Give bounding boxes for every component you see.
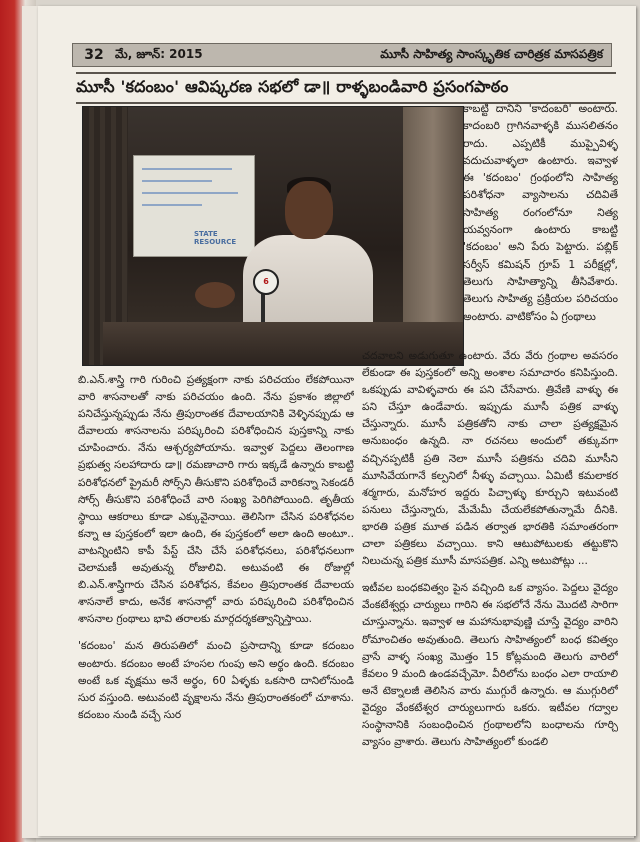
magazine-name: మూసీ సాహిత్య సాంస్కృతిక చారిత్రక మాసపత్రిక bbox=[380, 46, 603, 61]
right-paragraph-2: ఇటీవల బంధకవిత్వం పైన వచ్చింది ఒక వ్యాసం. పెద్దలు వైద్యం వేంకటేశ్వర్లు చార్యులు గారిని ఈ సభలోనే నేను మొదటి సారిగా చూస్తున్నాను. ఇవ్వాళ ఆ మహానుభావుణ్ణి చూస్తే వైద్యం వారిని రోమాంచితం అవుతుంది. తెలుగు సాహిత్యంలో బంధ కవిత్వం వ్రాసే వాళ్ళ సంఖ్య మొత్తం 15 కోట్లమంది తెలుగు వారిలో కేవలం 9 మంది ఉండవచ్చేమో. వీరిలోను బంధం ఎలా రాయాలి అనే టెక్నాలజీ తెలిసిన వారు ముగ్గురే ఉన్నారు. ఆ ముగ్గురిలో వైద్యం వేంకటేశ్వర చార్యులుగారు ఒకరు. ఇటీవల గద్వాల సంస్థానానికి సంబంధించిన గ్రంథాలలోని బంధాలను గూర్చి వ్యాసం వ్రాశారు. తెలుగు సాహిత్యంలో కుండలి bbox=[362, 582, 618, 749]
right-column-text bbox=[362, 348, 618, 818]
page-header bbox=[72, 43, 612, 67]
article-title: మూసీ 'కదంబం' ఆవిష్కరణ సభలో డా॥ రాళ్ళబండివారి ప్రసంగపాఠం bbox=[76, 76, 509, 96]
event-banner bbox=[133, 155, 255, 257]
banner-text: STATE RESOURCE bbox=[194, 230, 237, 246]
speaker-hand bbox=[195, 282, 235, 308]
microphone-icon bbox=[253, 269, 279, 295]
left-paragraph-1: బి.ఎన్.శాస్త్రి గారి గురించి ప్రత్యక్షంగా నాకు పరిచయం లేకపోయినా వారి శాసనాలతో నాకు పరిచయం ఉంది. నేను ప్రకాశం జిల్లాలో పనిచేస్తున్నప్పుడు నేను త్రిపురాంతక దేవాలయానికి వెళ్ళినప్పుడు ఆ దేవాలయ శాసనాలను పరిష్కరించి పరిశోధించిన పుస్తకాన్ని నాకు చూపించారు. నేను ఆశ్చర్యపోయాను. ఇవ్వాళ పెద్దలు తెలంగాణ ప్రభుత్వ సలహాదారు డా॥ రమణాచారి గారు ఇక్కడే ఉన్నారు కాబట్టి పరిశోధనలో ప్రైమరీ సోర్స్‌ని తీసుకొని పరిశోధించే వారికన్నా సెకండరీ సోర్స్ తీసుకొని పరిశోధించే వారి సంఖ్య పెరిగిపోయింది. తృతీయ స్థాయి ఆకరాలు కూడా ఎక్కువైనాయి. తెలిసిగా చేసిన పరిశోధనల కన్నా ఆ పుస్తకంలో ఇలా ఉంది, ఈ పుస్తకంలో అలా ఉంది అంటూ.. వాటన్నింటిని కాపీ పేస్ట్ చేసి చేసే పరిశోధనలు, పరిశోధనలుగా చెలామణీ అవుతున్న రోజులివి. అటువంటి ఈ రోజుల్లో బి.ఎన్.శాస్త్రిగారు చేసిన పరిశోధన, కేవలం త్రిపురాంతక దేవాలయ శాసనాలే కాదు, అనేక శాసనాల్లో వారు పరిష్కరించి పరిశోధించిన శాసనాల గ్రంథాలు భావి తరాలకు మార్గదర్శకత్వాన్నిస్తాయి. bbox=[78, 374, 354, 626]
left-paragraph-2: 'కదంబం' మన తిరుపతిలో మంచి ప్రసాదాన్ని కూడా కదంబం అంటారు. కదంబం అంటే హంసల గుంపు అని అర్థం ఉంది. కదంబం అంటే ఒక వృక్షము అనే అర్థం, 60 ఏళ్ళకు ఒకసారి దానిలోనుండి సుర వస్తుంది. అటువంటి వృక్షాలను నేను త్రిపురాంతకంలో చూశాను. కదంబం నుండి వచ్చే సుర bbox=[78, 640, 354, 721]
left-column-text bbox=[78, 372, 354, 816]
magazine-page bbox=[38, 6, 636, 836]
right-paragraph-1: చదవాలని అడుగుతూ ఉంటారు. వేరు వేరు గ్రంథాల అవసరం లేకుండా ఈ పుస్తకంలో అన్ని అంశాల సమాచారం కనిపిస్తుంది. ఒకప్పుడు వావిళ్ళవారు ఈ పని చేసేవారు. త్రివేణి వాళ్ళు ఈ పని చేస్తూ ఉండేవారు. ఇప్పుడు మూసీ పత్రిక వాళ్ళు చేస్తున్నారు. మూసీ పత్రికతోని నాకు చాలా ప్రత్యక్షమైన అనుబంధం ఉన్నది. నా రచనలు అందులో తక్కువగా వచ్చినప్పటికీ ప్రతి నెలా మూసీ పత్రికను చదివి మూసీని మూసివేయగానే కల్పనిలో నీళ్ళు వచ్చాయి. ఏమిటీ కమలాకర శర్మగారు, మనోహర ఇద్దరు పిచ్చాళ్ళు కూర్చుని ఇటువంటి పనులు చేస్తున్నారు, మేమేమీ చేయలేకపోతున్నామే దీనికి. భారతి పత్రిక మూత పడిన తర్వాత భారతికి సమాంతరంగా చాలా పత్రికలు వచ్చాయి. కాని ఆటుపోటులకు తట్టుకొని నిలుచున్న పత్రిక మూసీ మాసపత్రిక. ఎన్ని అటుపోట్లు ... bbox=[362, 350, 618, 568]
page-number: 32 bbox=[84, 47, 104, 63]
issue-date: మే, జూన్: 2015 bbox=[115, 46, 203, 61]
event-photo bbox=[82, 106, 464, 366]
speaker-head bbox=[285, 181, 333, 239]
mic-label: 6 bbox=[263, 277, 269, 286]
sidebar-column-text bbox=[463, 100, 618, 344]
sidebar-paragraph: కాబట్టి దానిని 'కాదంబరి' అంటారు. కాదంబరి గ్రాగినవాళ్ళకి ముసలితనం రాదు. ఎప్పటికీ ముప్పైవిళ్ళ వదుచువాళ్ళలా ఉంటారు. ఇవ్వాళ ఈ 'కదంబం' గ్రంథంలోని సాహిత్య పరిశోధనా వ్యాసాలను చదివితే సాహిత్య రంగంలోనూ నిత్య యవ్వనంగా ఉంటారు కాబట్టి 'కదంబం' అని పేరు పెట్టారు. పబ్లిక్ సర్వీస్ కమిషన్ గ్రూప్ 1 పరీక్షల్లో, తెలుగు సాహిత్యాన్ని తీసివేశారు. తెలుగు సాహిత్య ప్రక్రియల పరిచయం అంటారు. వాటికోసం ఏ గ్రంథాలు bbox=[463, 102, 618, 323]
